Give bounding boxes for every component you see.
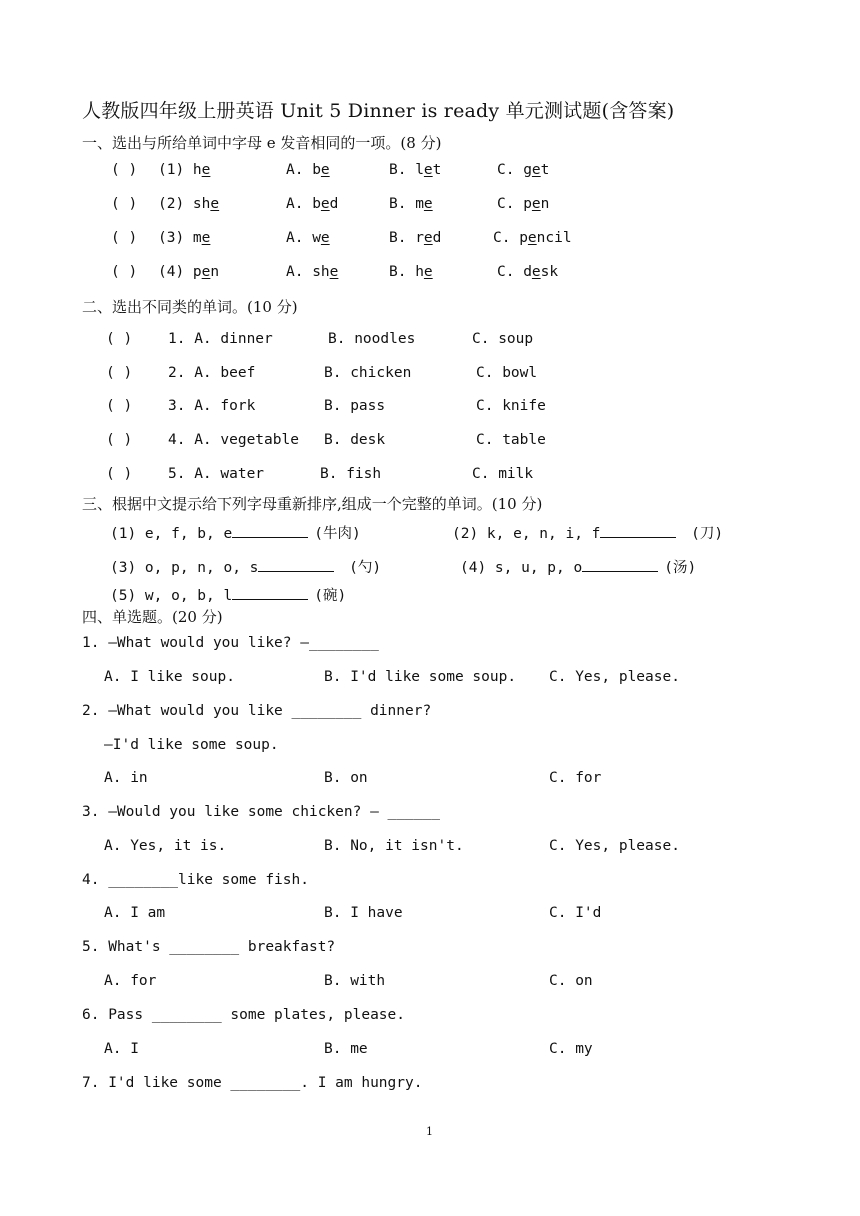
option-c: C. bowl xyxy=(476,365,538,381)
stem-word: (1) he xyxy=(158,162,211,178)
answer-blank[interactable] xyxy=(232,585,308,600)
option-c: C. get xyxy=(497,162,550,178)
option-b: B. me xyxy=(389,196,433,212)
option-b: B. on xyxy=(324,770,368,786)
option-b: B. No, it isn't. xyxy=(324,838,464,854)
option-b: B. me xyxy=(324,1041,368,1057)
option-b: B. red xyxy=(389,230,442,246)
stem-word: (4) pen xyxy=(158,264,220,280)
option-c: C. table xyxy=(476,432,546,448)
answer-blank[interactable] xyxy=(232,523,308,538)
answer-paren: ( ) xyxy=(106,331,133,347)
option-c: C. soup xyxy=(472,331,534,347)
question-text: 4. ________like some fish. xyxy=(82,872,309,888)
question-text: 2. —What would you like ________ dinner? xyxy=(82,703,432,719)
option-b: B. pass xyxy=(324,398,386,414)
option-c: C. pen xyxy=(497,196,550,212)
option-a: A. be xyxy=(286,162,330,178)
unscramble-item: (4) s, u, p, o (汤) xyxy=(460,556,696,577)
answer-blank[interactable] xyxy=(258,557,334,572)
option-b: B. he xyxy=(389,264,433,280)
option-b: B. chicken xyxy=(324,365,412,381)
option-c: C. on xyxy=(549,973,593,989)
page-number: 1 xyxy=(426,1125,433,1138)
option-a: A. she xyxy=(286,264,339,280)
option-a: 4. A. vegetable xyxy=(168,432,299,448)
answer-paren: ( ) xyxy=(106,365,133,381)
option-a: A. for xyxy=(104,973,157,989)
answer-blank[interactable] xyxy=(600,523,676,538)
option-c: C. pencil xyxy=(493,230,572,246)
section-4-heading: 四、单选题。(20 分) xyxy=(82,608,223,626)
answer-paren: ( ) xyxy=(106,432,133,448)
question-text: 3. —Would you like some chicken? — ______ xyxy=(82,804,440,820)
unscramble-item: (5) w, o, b, l (碗) xyxy=(110,584,346,605)
option-a: A. Yes, it is. xyxy=(104,838,227,854)
option-a: A. I xyxy=(104,1041,139,1057)
option-c: C. desk xyxy=(497,264,559,280)
option-c: C. Yes, please. xyxy=(549,838,680,854)
option-c: C. knife xyxy=(476,398,546,414)
section-2-heading: 二、选出不同类的单词。(10 分) xyxy=(82,298,298,316)
option-a: 5. A. water xyxy=(168,466,265,482)
option-a: 1. A. dinner xyxy=(168,331,273,347)
option-a: A. bed xyxy=(286,196,339,212)
answer-blank[interactable] xyxy=(582,557,658,572)
answer-paren: ( ) xyxy=(106,398,133,414)
answer-paren: ( ) xyxy=(111,162,138,178)
option-c: C. milk xyxy=(472,466,534,482)
section-3-heading: 三、根据中文提示给下列字母重新排序,组成一个完整的单词。(10 分) xyxy=(82,495,543,513)
answer-paren: ( ) xyxy=(111,196,138,212)
answer-paren: ( ) xyxy=(106,466,133,482)
question-text: 1. —What would you like? —________ xyxy=(82,635,379,651)
option-a: A. I like soup. xyxy=(104,669,235,685)
unscramble-item: (3) o, p, n, o, s (勺) xyxy=(110,556,381,577)
question-text: 7. I'd like some ________. I am hungry. xyxy=(82,1075,423,1091)
option-c: C. Yes, please. xyxy=(549,669,680,685)
option-a: A. I am xyxy=(104,905,166,921)
unscramble-item: (1) e, f, b, e (牛肉) xyxy=(110,522,361,543)
unscramble-item: (2) k, e, n, i, f (刀) xyxy=(452,522,723,543)
stem-word: (2) she xyxy=(158,196,220,212)
option-a: 3. A. fork xyxy=(168,398,256,414)
option-b: B. with xyxy=(324,973,386,989)
option-a: 2. A. beef xyxy=(168,365,256,381)
option-a: A. in xyxy=(104,770,148,786)
section-1-heading: 一、选出与所给单词中字母 e 发音相同的一项。(8 分) xyxy=(82,134,442,152)
page-title: 人教版四年级上册英语 Unit 5 Dinner is ready 单元测试题(含答案) xyxy=(82,100,675,122)
answer-paren: ( ) xyxy=(111,230,138,246)
option-c: C. for xyxy=(549,770,602,786)
option-a: A. we xyxy=(286,230,330,246)
option-c: C. I'd xyxy=(549,905,602,921)
option-b: B. I have xyxy=(324,905,403,921)
option-b: B. desk xyxy=(324,432,386,448)
question-text: 5. What's ________ breakfast? xyxy=(82,939,336,955)
option-b: B. fish xyxy=(320,466,382,482)
answer-paren: ( ) xyxy=(111,264,138,280)
option-b: B. noodles xyxy=(328,331,416,347)
question-text: 6. Pass ________ some plates, please. xyxy=(82,1007,406,1023)
option-b: B. let xyxy=(389,162,442,178)
option-b: B. I'd like some soup. xyxy=(324,669,517,685)
question-dialogue: —I'd like some soup. xyxy=(104,737,279,753)
stem-word: (3) me xyxy=(158,230,211,246)
option-c: C. my xyxy=(549,1041,593,1057)
